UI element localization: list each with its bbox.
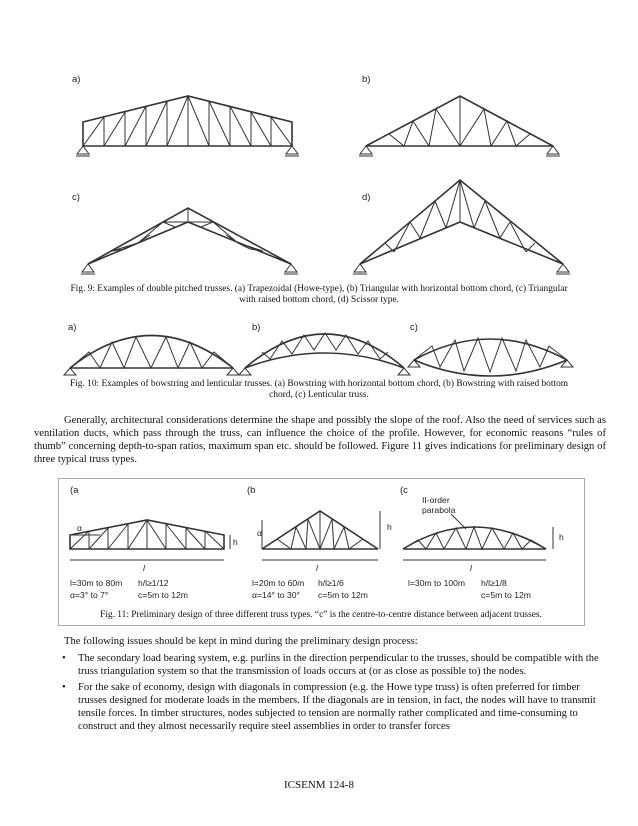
fig9-caption-line2: with raised bottom chord, (d) Scissor type.	[239, 295, 399, 305]
fig11-h-c: h	[559, 532, 564, 542]
bullet-icon: •	[62, 682, 66, 693]
fig11-h-a: h	[233, 537, 238, 547]
fig9-label-b: b)	[362, 74, 371, 85]
fig11-c-span: l=30m to 100m	[408, 578, 466, 588]
list-item	[62, 652, 602, 678]
fig10-caption-line1: Fig. 10: Examples of bowstring and lenticular trusses. (a) Bowstring with horizontal bottom chord, (b) Bowstring with raised bottom	[69, 379, 569, 389]
fig10-caption-line2: chord, (c) Lenticular truss.	[269, 390, 369, 400]
fig10-label-b: b)	[252, 322, 261, 333]
list-intro: The following issues should be kept in mind during the preliminary design process:	[64, 636, 418, 647]
fig11-caption: Fig. 11: Preliminary design of three different truss types. “c” is the centre-to-centre distance between adjacent trusses.	[100, 610, 542, 620]
body-paragraph: Generally, architectural considerations determine the shape and possibly the slope of the roof. Also the need of services such as ventilation ducts, which pass through the truss, can influence the choice of the profile. However, for economic reasons “rules of thumb” concerning depth-to-span ratios, maximum span etc. should be followed. Figure 11 gives indications for preliminary design of three typical truss types.	[34, 415, 606, 465]
fig11-a-angle: α=3° to 7°	[70, 590, 109, 600]
design-issues-list	[62, 652, 602, 736]
fig11-l-b: l	[316, 563, 318, 573]
fig11-alpha-a: α	[77, 523, 82, 533]
fig9-label-d: d)	[362, 192, 371, 203]
fig11-b-spacing: c=5m to 12m	[318, 590, 368, 600]
fig11-parabola-line1: II-order	[422, 495, 450, 505]
fig11-label-c: (c	[400, 485, 408, 496]
fig11-label-a: (a	[70, 485, 79, 496]
fig10-label-a: a)	[68, 322, 77, 333]
fig11-c-spacing: c=5m to 12m	[481, 590, 531, 600]
page-footer: ICSENM 124-8	[284, 779, 354, 791]
fig11-truss-c	[403, 495, 564, 573]
fig11-label-b: (b	[247, 485, 256, 496]
list-item	[62, 681, 602, 733]
fig9-caption-line1: Fig. 9: Examples of double pitched trusses. (a) Trapezoidal (Howe-type), (b) Triangular with horizontal bottom chord, (c) Triangular	[70, 284, 568, 294]
fig11-l-a: l	[143, 563, 145, 573]
bullet-icon: •	[62, 653, 66, 664]
fig11-b-span: l=20m to 60m	[252, 578, 305, 588]
fig11-truss-b	[257, 511, 392, 573]
fig11-b-depth: h/l≥1/6	[318, 578, 344, 588]
fig11-a-span: l=30m to 80m	[70, 578, 123, 588]
fig11-b-angle: α=14° to 30°	[252, 590, 300, 600]
fig11-parabola-line2: parabola	[422, 505, 456, 515]
fig11-a-depth: h/l≥1/12	[138, 578, 169, 588]
fig11-alpha-b: α	[257, 528, 262, 538]
fig9-label-c: c)	[72, 192, 80, 203]
fig11-l-c: l	[470, 563, 472, 573]
fig11-h-b: h	[387, 522, 392, 532]
list-item-text: For the sake of economy, design with diagonals in compression (e.g. the Howe type truss) is often preferred for timber trusses designed for moderate loads in the members. If the diagonals are in tension, in fact, the nodes will have to transmit tensile forces. In timber structures, nodes subjected to tension are normally rather complicated and time-consuming to construct and they almost necessarily require steel assemblies in order to transfer forces	[78, 682, 596, 732]
fig9-label-a: a)	[72, 74, 81, 85]
list-item-text: The secondary load bearing system, e.g. purlins in the direction perpendicular to the trusses, should be compatible with the truss triangulation system so that the transmission of loads occurs at (or as close as possible to) the nodes.	[78, 653, 599, 677]
fig11-c-depth: h/l≥1/8	[481, 578, 507, 588]
fig11-a-spacing: c=5m to 12m	[138, 590, 188, 600]
fig11-truss-a	[70, 520, 238, 573]
fig10-label-c: c)	[410, 322, 418, 333]
